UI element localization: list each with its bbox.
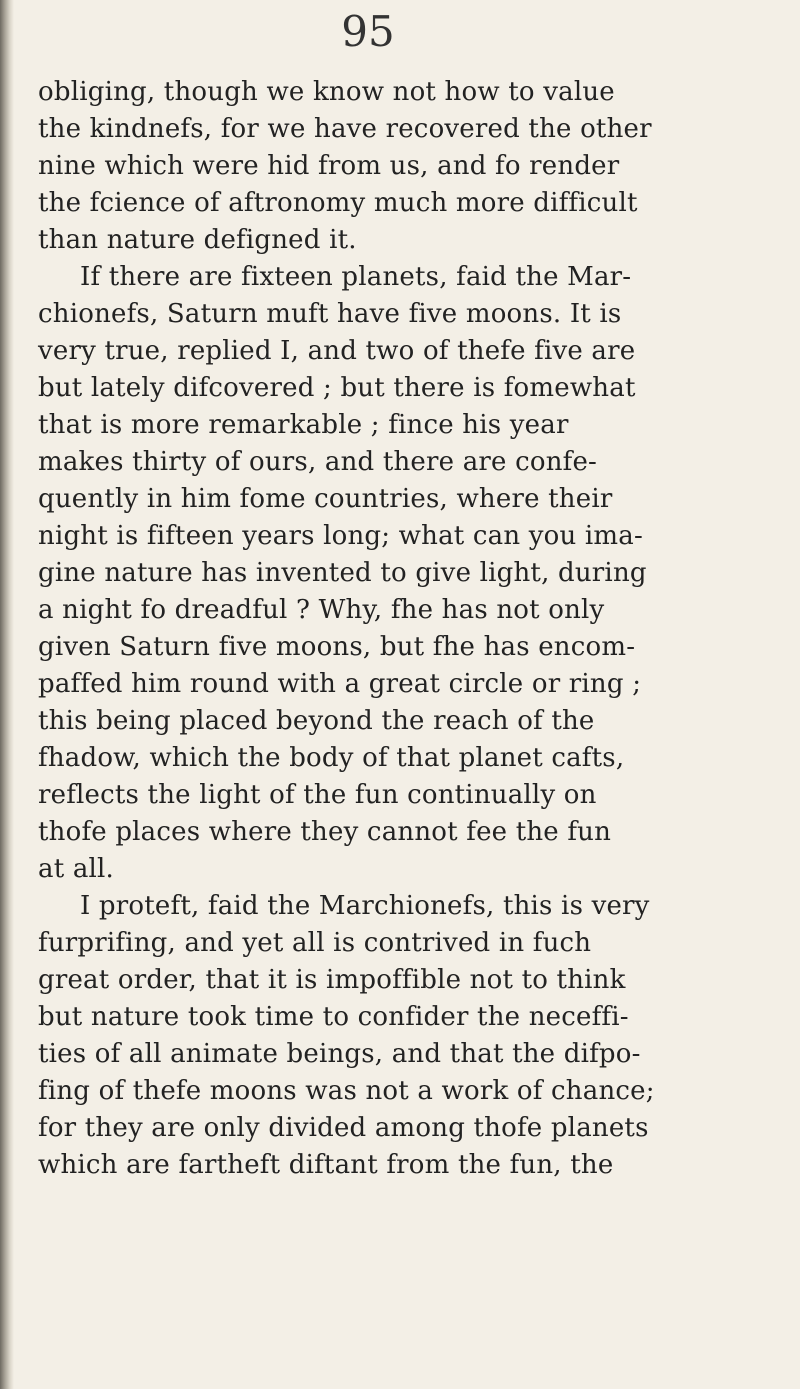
text-line: but nature took time to confider the neceffi- — [38, 1002, 629, 1032]
text-line: ties of all animate beings, and that the difpo- — [38, 1039, 641, 1069]
text-line: than nature defigned it. — [38, 225, 357, 255]
text-line: night is fifteen years long; what can you ima- — [38, 521, 643, 551]
text-line: this being placed beyond the reach of the — [38, 706, 595, 736]
text-line: given Saturn five moons, but fhe has encom- — [38, 632, 636, 662]
text-line: nine which were hid from us, and fo render — [38, 151, 620, 181]
text-line: makes thirty of ours, and there are confe- — [38, 447, 598, 477]
text-line: thofe places where they cannot fee the fun — [38, 817, 612, 847]
text-line: but lately difcovered ; but there is fomewhat — [38, 373, 636, 403]
text-line: gine nature has invented to give light, during — [38, 558, 647, 588]
text-line: fing of thefe moons was not a work of chance; — [38, 1076, 655, 1106]
text-line: obliging, though we know not how to value — [38, 77, 615, 107]
text-line: at all. — [38, 854, 115, 884]
text-line: for they are only divided among thofe planets — [38, 1113, 649, 1143]
text-line: reflects the light of the fun continually on — [38, 780, 597, 810]
body-text — [38, 74, 778, 1184]
text-line: quently in him fome countries, where their — [38, 484, 613, 514]
text-line: chionefs, Saturn muft have five moons. It is — [38, 299, 622, 329]
text-line: the kindnefs, for we have recovered the other — [38, 114, 652, 144]
text-line: fhadow, which the body of that planet cafts, — [38, 743, 625, 773]
text-line: the fcience of aftronomy much more difficult — [38, 188, 638, 218]
book-gutter-shadow — [0, 0, 14, 1389]
text-line: great order, that it is impoffible not to think — [38, 965, 626, 995]
page-number: 95 — [341, 7, 395, 56]
text-line: very true, replied I, and two of thefe five are — [38, 336, 636, 366]
text-line: paffed him round with a great circle or ring ; — [38, 669, 642, 699]
text-line: which are fartheft diftant from the fun, the — [38, 1150, 614, 1180]
text-line: I proteft, faid the Marchionefs, this is very — [80, 891, 650, 921]
text-line: a night fo dreadful ? Why, fhe has not only — [38, 595, 605, 625]
text-line: that is more remarkable ; fince his year — [38, 410, 569, 440]
book-page — [38, 0, 788, 1389]
text-line: furprifing, and yet all is contrived in fuch — [38, 928, 592, 958]
text-line: If there are fixteen planets, faid the Mar- — [80, 262, 632, 292]
